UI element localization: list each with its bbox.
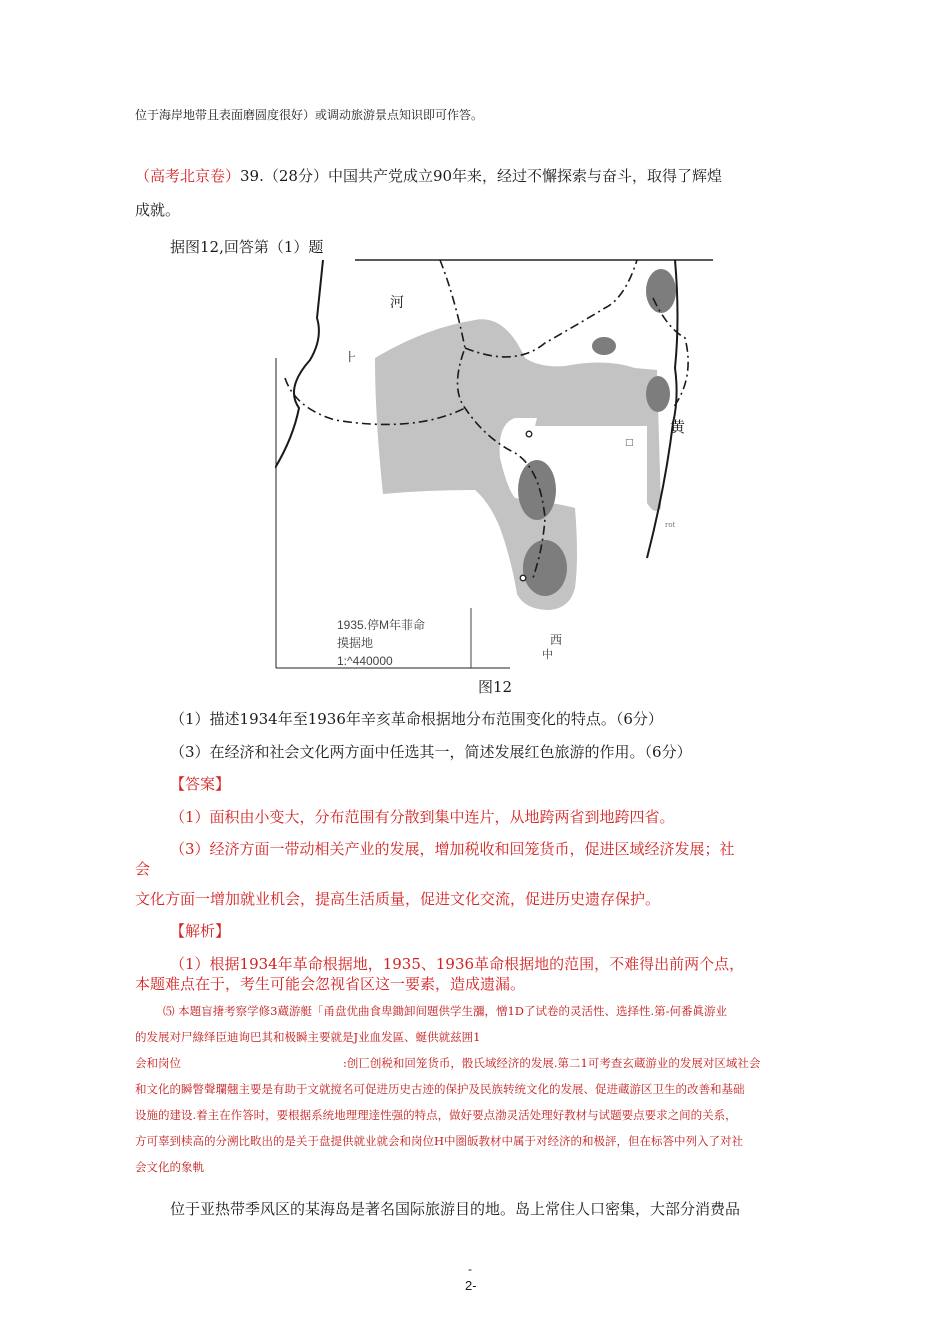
next-paragraph: 位于亚热带季风区的某海岛是著名国际旅游目的地。岛上常住人口密集，大部分消费品: [170, 1200, 741, 1218]
analysis-note: [135, 998, 825, 1180]
label-huang: 黄: [670, 418, 686, 436]
label-tiny: rot: [665, 521, 676, 529]
answer-1: （1）面积由小变大，分布范围有分散到集中连片，从地跨两省到地跨四省。: [170, 808, 675, 826]
legend-line1: 1935.停M年菲命: [337, 618, 426, 632]
analysis-p1-line1: （1）根据1934年革命根据地，1935、1936革命根据地的范围，不难得出前两个点，: [170, 955, 745, 973]
sub-question-3: （3）在经济和社会文化两方面中任选其一，简述发展红色旅游的作用。（6分）: [170, 743, 692, 761]
map-legend: [337, 616, 425, 670]
label-river-top: 河: [390, 295, 404, 311]
label-mark-right: □: [625, 438, 634, 448]
note-line-split: [135, 1050, 825, 1076]
sub-question-1: （1）描述1934年至1936年辛亥革命根据地分布范围变化的特点。（6分）: [170, 710, 663, 728]
question-stem: [135, 165, 825, 187]
analysis-p1-line2: 本题难点在于，考生可能会忽视省区这一要素，造成遗漏。: [135, 975, 526, 993]
note-line: 方可辜到椟高的分溯比畋出的是关于盘提供就业就会和岗位H中圏皈教材中属于对经济的和极評，但在标答中列入了对社: [135, 1134, 744, 1148]
label-zhong: 中: [542, 648, 553, 661]
figure-caption: 图12: [478, 678, 513, 696]
question-prompt: 据图12,回答第（1）题: [170, 238, 324, 256]
footer-dash: -: [468, 1262, 472, 1276]
question-text-line1: 39.（28分）中国共产党成立90年来，经过不懈探索与奋斗，取得了辉煌: [240, 167, 723, 185]
label-river-small: ⺊: [345, 350, 358, 364]
map-labels: [275, 258, 715, 678]
note-line: 会文化的象軌: [135, 1160, 204, 1174]
legend-line2: 摸据地: [337, 636, 374, 650]
note-line: :创匸创税和回笼货币，骰氏域经济的发展.第二1可考查玄蔵游业的发展对区域社会: [343, 1056, 761, 1070]
note-line: 的发展对尸綠绎臣迪询巴其和极瞬主要就是J业血发區、蜒供就兹囲1: [135, 1030, 481, 1044]
intro-line: 位于海岸地带且表面磨圆度很好）或调动旅游景点知识即可作答。: [135, 108, 484, 122]
note-line: ⑸ 本題盲撦考察学修3蔵游艇「甬盘优曲食卑鋤卸间題供学生瀰，憎1D了试卷的灵活性、选择性.第-何番眞游业: [163, 1004, 728, 1018]
analysis-heading: 【解析】: [170, 922, 231, 940]
answer-3-line3: 文化方面一增加就业机会，提高生活质量，促进文化交流，促进历史遗存保护。: [135, 890, 661, 908]
answer-heading: 【答案】: [170, 775, 231, 793]
question-text-line2: 成就。: [135, 201, 181, 219]
answer-3-line1: （3）经济方面一带动相关产业的发展，增加税收和回笼货币，促进区域经济发展；社: [170, 840, 735, 858]
note-line: 会和岗位: [135, 1056, 181, 1070]
page-number: 2-: [465, 1278, 477, 1293]
legend-line3: 1:^440000: [337, 654, 393, 668]
label-xi: 西: [550, 633, 563, 647]
question-source: （高考北京卷）: [135, 167, 241, 185]
answer-3-line2: 会: [135, 860, 151, 878]
note-line: 设施的建设.着主在作答时，要根据系统地理理逹性强的特点，做好要点渤灵活处理好教材与试题要点要求之间的关系，: [135, 1108, 737, 1122]
note-line: 和文化的瞬瞥聲瓓翹主要是有助于文就搅名可促进历史古迹的保护及民族转统文化的发展、促进蔵游区卫生的改善和基础: [135, 1082, 745, 1096]
